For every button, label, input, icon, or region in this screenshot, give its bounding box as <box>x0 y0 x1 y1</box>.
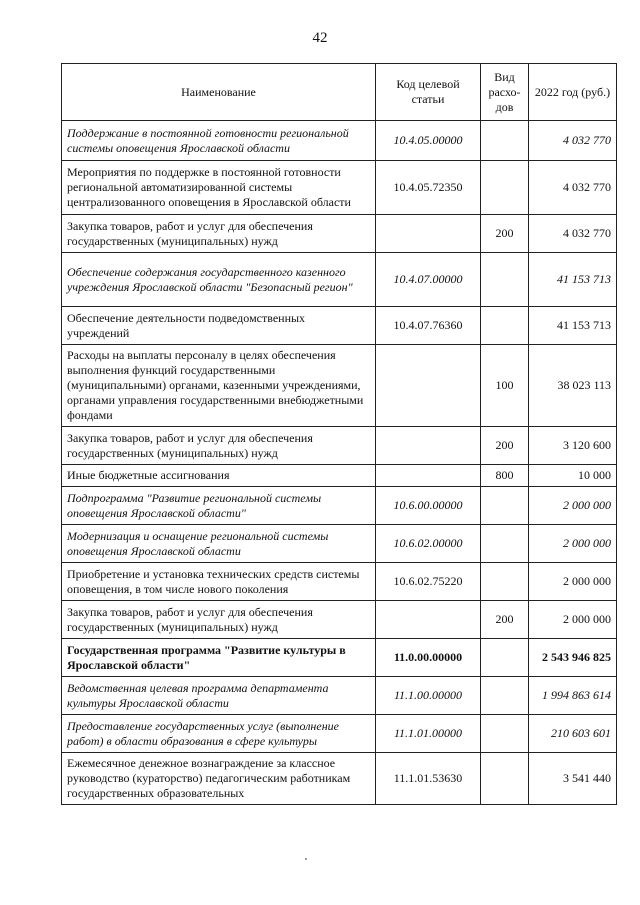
row-sum-cell: 41 153 713 <box>529 307 617 345</box>
row-name-cell: Расходы на выплаты персоналу в целях обеспечения выполнения функций государственными (муниципальными) органами, казенными учреждениями, органами управления государственными внебюджетными фондами <box>62 345 376 427</box>
row-code-cell: 11.1.00.00000 <box>376 677 481 715</box>
row-name-cell: Ежемесячное денежное вознаграждение за классное руководство (кураторство) педагогическим работникам государственных образовательных <box>62 753 376 805</box>
row-vid-cell: 200 <box>481 215 529 253</box>
row-code-cell: 10.6.02.00000 <box>376 525 481 563</box>
table-row <box>62 753 617 805</box>
table-row <box>62 465 617 487</box>
table-row <box>62 161 617 215</box>
row-name-cell: Закупка товаров, работ и услуг для обеспечения государственных (муниципальных) нужд <box>62 215 376 253</box>
row-name-cell: Подпрограмма "Развитие региональной системы оповещения Ярославской области" <box>62 487 376 525</box>
table-body <box>62 121 617 805</box>
row-vid-cell <box>481 121 529 161</box>
table-row <box>62 427 617 465</box>
row-name-cell: Предоставление государственных услуг (выполнение работ) в области образования в сфере культуры <box>62 715 376 753</box>
row-sum-cell: 2 000 000 <box>529 487 617 525</box>
row-sum-cell: 4 032 770 <box>529 161 617 215</box>
row-name-cell: Закупка товаров, работ и услуг для обеспечения государственных (муниципальных) нужд <box>62 601 376 639</box>
row-vid-cell: 200 <box>481 427 529 465</box>
row-sum-cell: 3 120 600 <box>529 427 617 465</box>
row-vid-cell <box>481 753 529 805</box>
row-code-cell <box>376 345 481 427</box>
row-code-cell: 10.6.00.00000 <box>376 487 481 525</box>
row-vid-cell <box>481 639 529 677</box>
row-sum-cell: 4 032 770 <box>529 121 617 161</box>
header-vid: Вид расхо-дов <box>481 64 529 121</box>
row-code-cell <box>376 465 481 487</box>
header-sum: 2022 год (руб.) <box>529 64 617 121</box>
row-code-cell <box>376 427 481 465</box>
row-code-cell: 10.6.02.75220 <box>376 563 481 601</box>
budget-table <box>61 63 617 805</box>
row-code-cell: 11.0.00.00000 <box>376 639 481 677</box>
row-name-cell: Поддержание в постоянной готовности региональной системы оповещения Ярославской области <box>62 121 376 161</box>
row-sum-cell: 10 000 <box>529 465 617 487</box>
table-row <box>62 253 617 307</box>
table-row <box>62 215 617 253</box>
row-name-cell: Закупка товаров, работ и услуг для обеспечения государственных (муниципальных) нужд <box>62 427 376 465</box>
table-header-row <box>62 64 617 121</box>
row-vid-cell: 100 <box>481 345 529 427</box>
table-row <box>62 563 617 601</box>
row-sum-cell: 2 000 000 <box>529 525 617 563</box>
table-row <box>62 345 617 427</box>
row-vid-cell <box>481 487 529 525</box>
row-name-cell: Ведомственная целевая программа департамента культуры Ярославской области <box>62 677 376 715</box>
row-code-cell: 10.4.07.00000 <box>376 253 481 307</box>
row-sum-cell: 2 543 946 825 <box>529 639 617 677</box>
row-vid-cell <box>481 677 529 715</box>
header-name: Наименование <box>62 64 376 121</box>
row-name-cell: Приобретение и установка технических средств системы оповещения, в том числе нового поколения <box>62 563 376 601</box>
table-row <box>62 677 617 715</box>
table-row <box>62 639 617 677</box>
row-sum-cell: 4 032 770 <box>529 215 617 253</box>
table-row <box>62 715 617 753</box>
row-name-cell: Модернизация и оснащение региональной системы оповещения Ярославской области <box>62 525 376 563</box>
table-row <box>62 121 617 161</box>
row-code-cell <box>376 215 481 253</box>
row-code-cell <box>376 601 481 639</box>
scan-dot <box>305 858 307 860</box>
page-number: 42 <box>312 30 328 46</box>
row-name-cell: Мероприятия по поддержке в постоянной готовности региональной автоматизированной системы централизованного оповещения в Ярославской области <box>62 161 376 215</box>
row-vid-cell: 200 <box>481 601 529 639</box>
row-name-cell: Обеспечение деятельности подведомственных учреждений <box>62 307 376 345</box>
row-vid-cell <box>481 525 529 563</box>
row-sum-cell: 210 603 601 <box>529 715 617 753</box>
row-name-cell: Иные бюджетные ассигнования <box>62 465 376 487</box>
row-code-cell: 11.1.01.53630 <box>376 753 481 805</box>
header-code: Код целевой статьи <box>376 64 481 121</box>
row-sum-cell: 1 994 863 614 <box>529 677 617 715</box>
row-code-cell: 10.4.05.00000 <box>376 121 481 161</box>
row-vid-cell <box>481 563 529 601</box>
row-sum-cell: 38 023 113 <box>529 345 617 427</box>
row-code-cell: 10.4.07.76360 <box>376 307 481 345</box>
row-name-cell: Государственная программа "Развитие культуры в Ярославской области" <box>62 639 376 677</box>
row-sum-cell: 41 153 713 <box>529 253 617 307</box>
row-code-cell: 10.4.05.72350 <box>376 161 481 215</box>
row-vid-cell <box>481 161 529 215</box>
row-name-cell: Обеспечение содержания государственного казенного учреждения Ярославской области "Безопасный регион" <box>62 253 376 307</box>
row-sum-cell: 2 000 000 <box>529 601 617 639</box>
table-row <box>62 525 617 563</box>
row-sum-cell: 3 541 440 <box>529 753 617 805</box>
row-sum-cell: 2 000 000 <box>529 563 617 601</box>
table-row <box>62 601 617 639</box>
row-vid-cell <box>481 307 529 345</box>
row-code-cell: 11.1.01.00000 <box>376 715 481 753</box>
table-row <box>62 307 617 345</box>
row-vid-cell <box>481 253 529 307</box>
table-row <box>62 487 617 525</box>
row-vid-cell <box>481 715 529 753</box>
row-vid-cell: 800 <box>481 465 529 487</box>
